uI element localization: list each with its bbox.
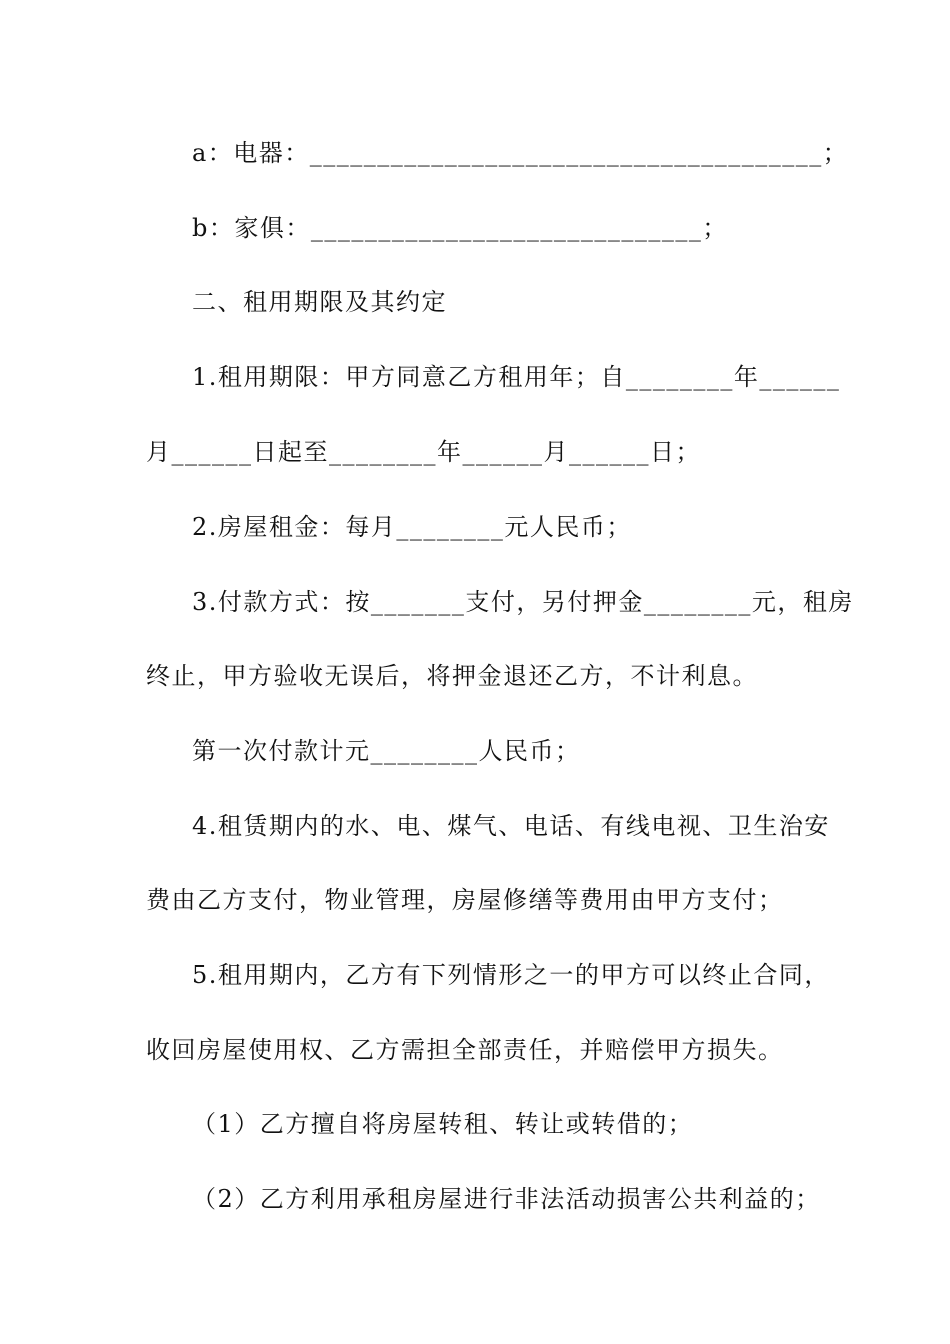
clause-5-item-2: （2）乙方利用承租房屋进行非法活动损害公共利益的； [192, 1185, 821, 1213]
clause-5-termination-cont: 收回房屋使用权、乙方需担全部责任，并赔偿甲方损失。 [146, 1036, 784, 1064]
clause-5-termination: 5.租用期内，乙方有下列情形之一的甲方可以终止合同， [192, 961, 830, 989]
section-heading-lease-term: 二、租用期限及其约定 [192, 288, 447, 316]
clause-4-utilities: 4.租赁期内的水、电、煤气、电话、有线电视、卫生治安 [192, 812, 830, 840]
appliance-line: a：电器：______________________________________； [192, 139, 849, 167]
clause-3-payment-cont: 终止，甲方验收无误后，将押金退还乙方，不计利息。 [146, 662, 758, 690]
clause-4-utilities-cont: 费由乙方支付，物业管理，房屋修缮等费用由甲方支付； [146, 886, 784, 914]
clause-2-rent: 2.房屋租金：每月________元人民币； [192, 513, 632, 541]
clause-3-payment: 3.付款方式：按_______支付，另付押金________元，租房 [192, 588, 854, 616]
first-payment-line: 第一次付款计元________人民币； [192, 737, 581, 765]
clause-5-item-1: （1）乙方擅自将房屋转租、转让或转借的； [192, 1110, 694, 1138]
furniture-line: b：家俱：_____________________________； [192, 214, 728, 242]
clause-1-lease-term: 1.租用期限：甲方同意乙方租用年；自________年______ [192, 363, 841, 391]
clause-1-lease-term-cont: 月______日起至________年______月______日； [146, 438, 701, 466]
